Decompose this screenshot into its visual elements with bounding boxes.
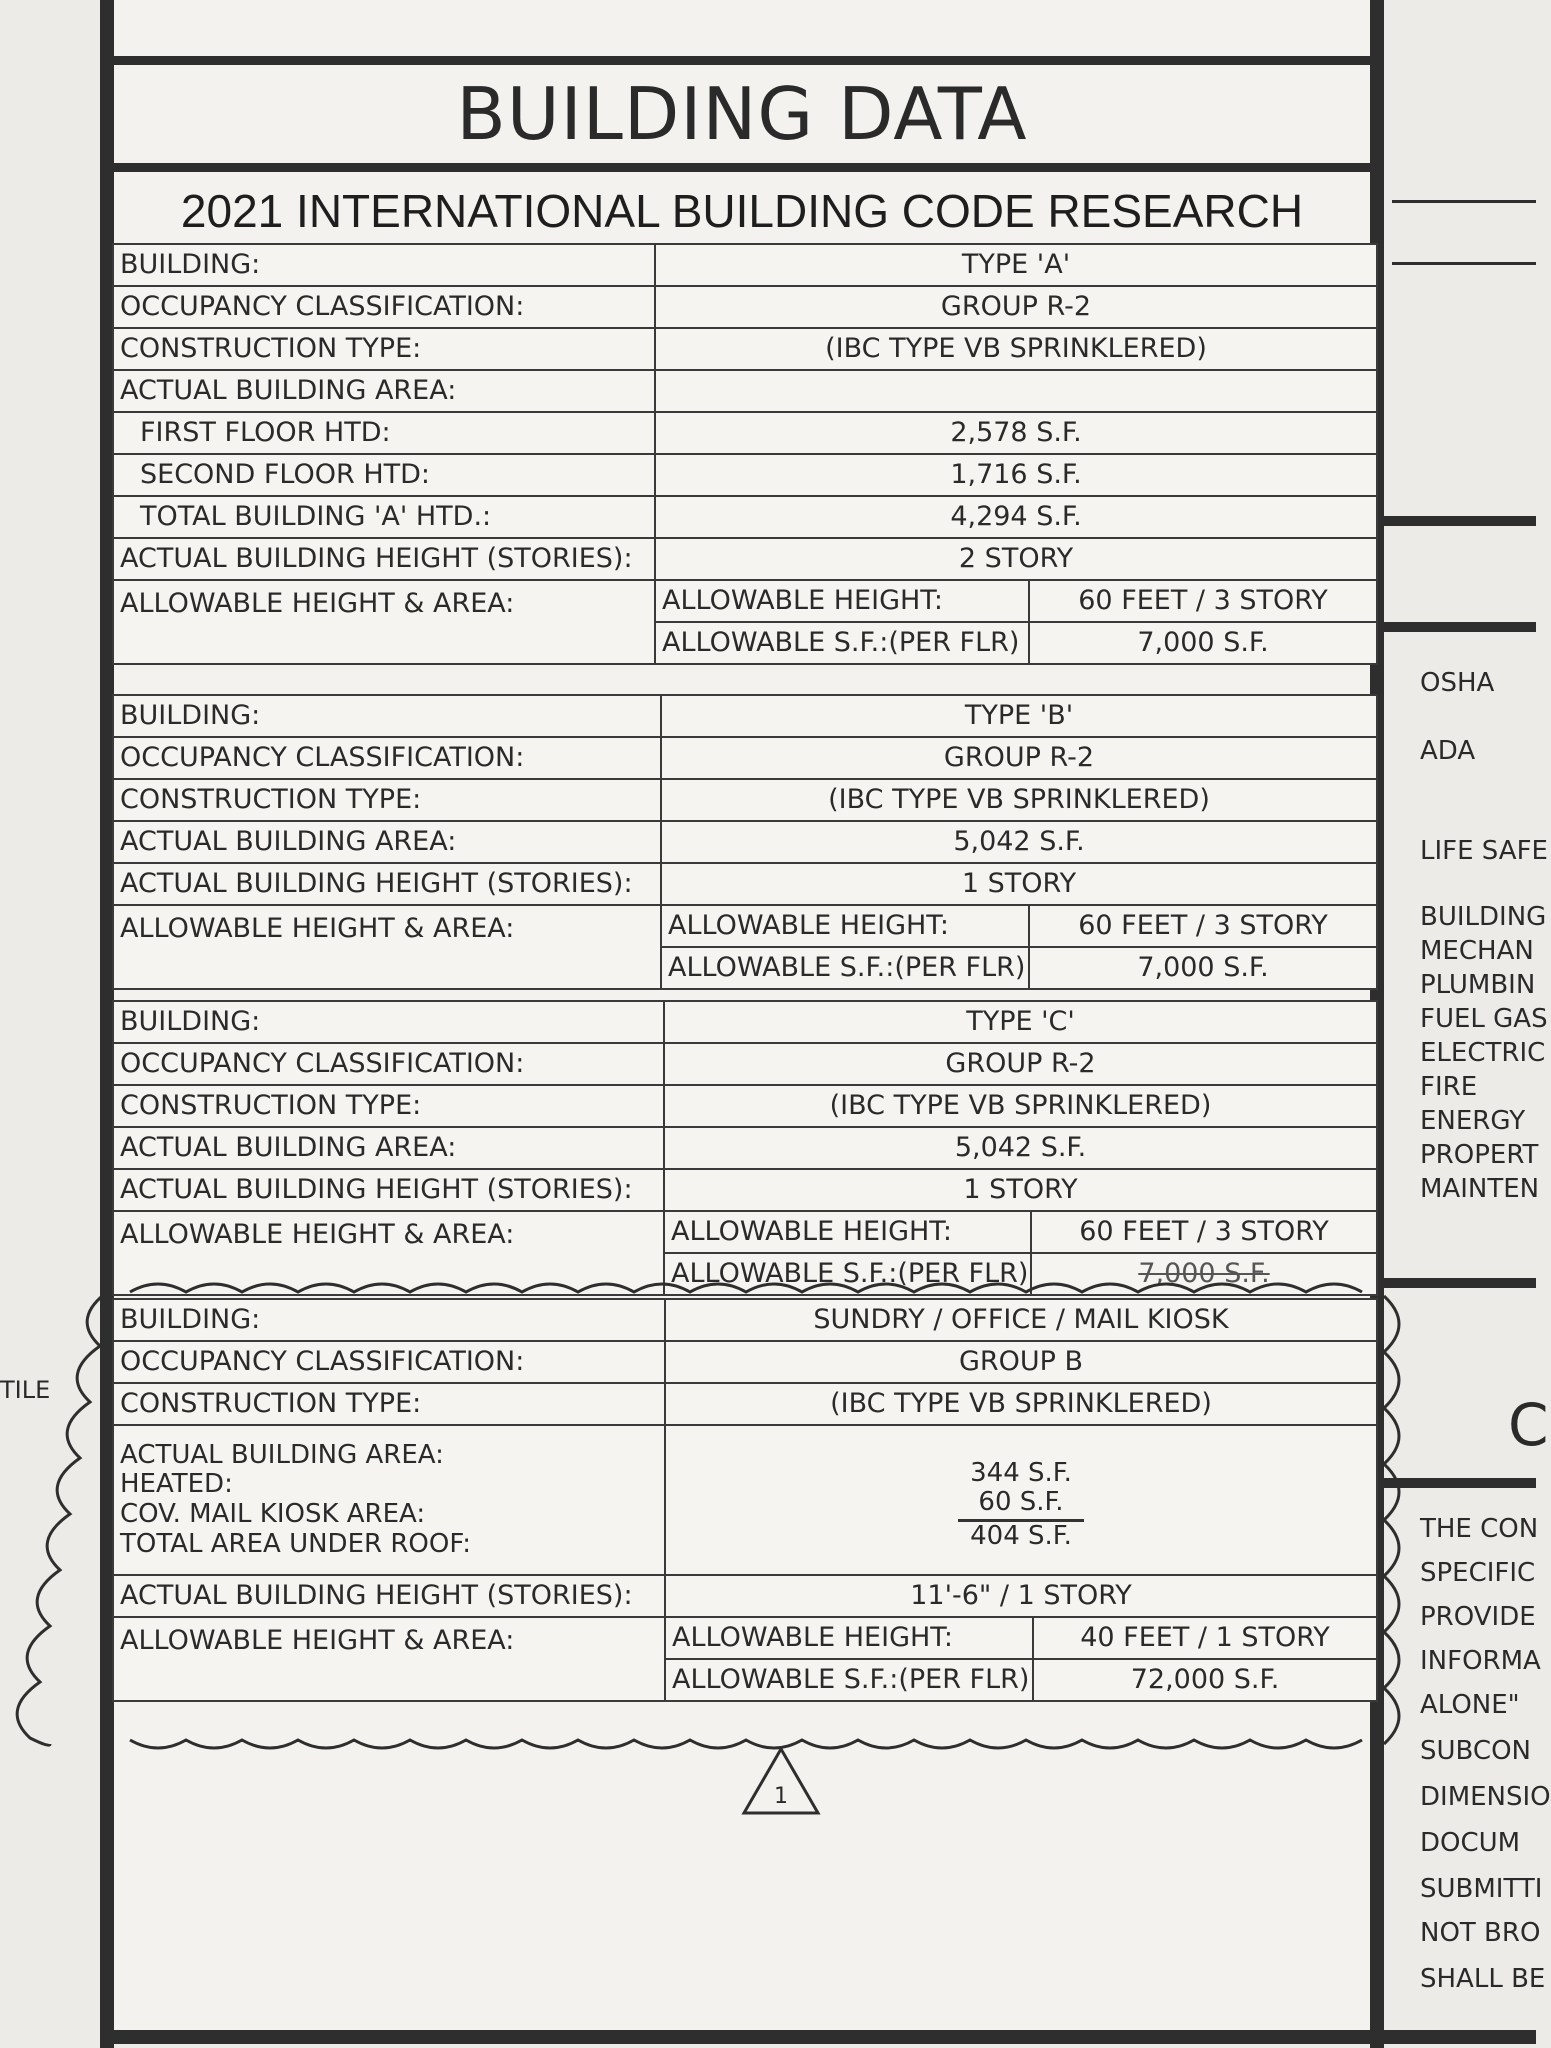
revision-number: 1 xyxy=(774,1784,788,1809)
section-title: 2021 INTERNATIONAL BUILDING CODE RESEARCH xyxy=(180,185,1304,237)
occupancy-label: OCCUPANCY CLASSIFICATION: xyxy=(113,286,655,328)
note-line: SUBMITTI xyxy=(1420,1874,1543,1904)
kiosk-value: 60 S.F. xyxy=(958,1488,1083,1522)
total-area-label: TOTAL BUILDING 'A' HTD.: xyxy=(113,496,655,538)
code-item: FIRE xyxy=(1420,1072,1478,1102)
code-item: ADA xyxy=(1420,736,1476,766)
allowable-sf-value: 7,000 S.F. xyxy=(1029,622,1377,664)
note-line: SHALL BE xyxy=(1420,1964,1546,1994)
height-value: 2 STORY xyxy=(655,538,1377,580)
allowable-sf-value: 7,000 S.F. xyxy=(1029,947,1377,989)
height-label: ACTUAL BUILDING HEIGHT (STORIES): xyxy=(113,1575,665,1617)
note-line: SPECIFIC xyxy=(1420,1558,1536,1588)
note-line: DOCUM xyxy=(1420,1828,1521,1858)
building-type: TYPE 'A' xyxy=(655,244,1377,286)
allowable-height-value: 60 FEET / 3 STORY xyxy=(1029,905,1377,947)
page-title: BUILDING DATA xyxy=(456,72,1028,156)
area-label: ACTUAL BUILDING AREA: xyxy=(120,1439,444,1470)
code-item: MAINTEN xyxy=(1420,1174,1540,1204)
code-item: MECHAN xyxy=(1420,936,1534,966)
right-rule-2 xyxy=(1392,262,1536,265)
occupancy-label: OCCUPANCY CLASSIFICATION: xyxy=(113,737,661,779)
building-type: TYPE 'C' xyxy=(664,1001,1377,1043)
code-item: BUILDING xyxy=(1420,902,1547,932)
note-line: INFORMA xyxy=(1420,1646,1541,1676)
allowable-label: ALLOWABLE HEIGHT & AREA: xyxy=(113,580,655,664)
allowable-sf-label: ALLOWABLE S.F.:(PER FLR) xyxy=(661,947,1029,989)
right-rule-4 xyxy=(1384,622,1536,632)
occupancy-value: GROUP R-2 xyxy=(664,1043,1377,1085)
left-margin-text: TILE xyxy=(0,1376,51,1404)
code-item: LIFE SAFE xyxy=(1420,836,1548,866)
allowable-sf-label: ALLOWABLE S.F.:(PER FLR) xyxy=(655,622,1029,664)
allowable-sf-label: ALLOWABLE S.F.:(PER FLR) xyxy=(664,1253,1031,1295)
building-label: BUILDING: xyxy=(113,1001,664,1043)
allowable-height-label: ALLOWABLE HEIGHT: xyxy=(661,905,1029,947)
cloud-top-edge xyxy=(130,1284,1362,1292)
height-value: 1 STORY xyxy=(661,863,1377,905)
height-value: 11'-6" / 1 STORY xyxy=(665,1575,1377,1617)
kiosk-label: COV. MAIL KIOSK AREA: xyxy=(120,1499,426,1529)
construction-value: (IBC TYPE VB SPRINKLERED) xyxy=(664,1085,1377,1127)
height-label: ACTUAL BUILDING HEIGHT (STORIES): xyxy=(113,1169,664,1211)
second-floor-label: SECOND FLOOR HTD: xyxy=(113,454,655,496)
code-item: ENERGY xyxy=(1420,1106,1526,1136)
building-type: SUNDRY / OFFICE / MAIL KIOSK xyxy=(665,1299,1377,1341)
construction-label: CONSTRUCTION TYPE: xyxy=(113,1085,664,1127)
area-label: ACTUAL BUILDING AREA: xyxy=(113,370,655,412)
right-rule-3 xyxy=(1384,516,1536,526)
second-floor-value: 1,716 S.F. xyxy=(655,454,1377,496)
cloud-right-edge xyxy=(1384,1296,1399,1744)
allowable-sf-label: ALLOWABLE S.F.:(PER FLR) xyxy=(665,1659,1033,1701)
allowable-height-value: 60 FEET / 3 STORY xyxy=(1031,1211,1377,1253)
right-rule-5 xyxy=(1384,1278,1536,1288)
occupancy-value: GROUP B xyxy=(665,1341,1377,1383)
total-area-value: 4,294 S.F. xyxy=(655,496,1377,538)
heated-label: HEATED: xyxy=(120,1469,233,1500)
roof-label: TOTAL AREA UNDER ROOF: xyxy=(120,1528,472,1559)
height-label: ACTUAL BUILDING HEIGHT (STORIES): xyxy=(113,538,655,580)
height-label: ACTUAL BUILDING HEIGHT (STORIES): xyxy=(113,863,661,905)
occupancy-value: GROUP R-2 xyxy=(655,286,1377,328)
height-value: 1 STORY xyxy=(664,1169,1377,1211)
construction-value: (IBC TYPE VB SPRINKLERED) xyxy=(661,779,1377,821)
allowable-height-label: ALLOWABLE HEIGHT: xyxy=(665,1617,1033,1659)
cloud-left-edge xyxy=(17,1290,110,1745)
construction-value: (IBC TYPE VB SPRINKLERED) xyxy=(655,328,1377,370)
code-item: OSHA xyxy=(1420,668,1495,698)
building-label: BUILDING: xyxy=(113,1299,665,1341)
code-item: ELECTRIC xyxy=(1420,1038,1546,1068)
note-line: NOT BRO xyxy=(1420,1918,1541,1948)
note-line: DIMENSIO xyxy=(1420,1782,1551,1812)
construction-value: (IBC TYPE VB SPRINKLERED) xyxy=(665,1383,1377,1425)
code-item: FUEL GAS xyxy=(1420,1004,1548,1034)
right-rule-1 xyxy=(1392,200,1536,203)
code-item: PROPERT xyxy=(1420,1140,1539,1170)
first-floor-label: FIRST FLOOR HTD: xyxy=(113,412,655,454)
building-label: BUILDING: xyxy=(113,244,655,286)
area-value: 5,042 S.F. xyxy=(661,821,1377,863)
roof-value: 404 S.F. xyxy=(970,1521,1072,1552)
note-line: SUBCON xyxy=(1420,1736,1531,1766)
allowable-label: ALLOWABLE HEIGHT & AREA: xyxy=(113,905,661,989)
partial-circle-glyph: C xyxy=(1508,1391,1549,1459)
note-line: THE CON xyxy=(1420,1514,1539,1544)
heated-value: 344 S.F. xyxy=(970,1457,1072,1488)
occupancy-label: OCCUPANCY CLASSIFICATION: xyxy=(113,1043,664,1085)
construction-label: CONSTRUCTION TYPE: xyxy=(113,328,655,370)
right-rule-6 xyxy=(1384,1478,1536,1488)
allowable-label: ALLOWABLE HEIGHT & AREA: xyxy=(113,1211,664,1295)
area-label: ACTUAL BUILDING AREA: xyxy=(113,1127,664,1169)
first-floor-value: 2,578 S.F. xyxy=(655,412,1377,454)
allowable-sf-value: 72,000 S.F. xyxy=(1033,1659,1377,1701)
occupancy-label: OCCUPANCY CLASSIFICATION: xyxy=(113,1341,665,1383)
building-type: TYPE 'B' xyxy=(661,695,1377,737)
allowable-height-value: 60 FEET / 3 STORY xyxy=(1029,580,1377,622)
code-item: PLUMBIN xyxy=(1420,970,1536,1000)
allowable-height-label: ALLOWABLE HEIGHT: xyxy=(655,580,1029,622)
construction-label: CONSTRUCTION TYPE: xyxy=(113,779,661,821)
allowable-sf-value: 7,000 S.F. xyxy=(1031,1253,1377,1295)
allowable-height-label: ALLOWABLE HEIGHT: xyxy=(664,1211,1031,1253)
occupancy-value: GROUP R-2 xyxy=(661,737,1377,779)
allowable-label: ALLOWABLE HEIGHT & AREA: xyxy=(113,1617,665,1701)
building-label: BUILDING: xyxy=(113,695,661,737)
note-line: ALONE" xyxy=(1420,1690,1520,1720)
area-value: 5,042 S.F. xyxy=(664,1127,1377,1169)
note-line: PROVIDE xyxy=(1420,1602,1536,1632)
allowable-height-value: 40 FEET / 1 STORY xyxy=(1033,1617,1377,1659)
area-label: ACTUAL BUILDING AREA: xyxy=(113,821,661,863)
construction-label: CONSTRUCTION TYPE: xyxy=(113,1383,665,1425)
